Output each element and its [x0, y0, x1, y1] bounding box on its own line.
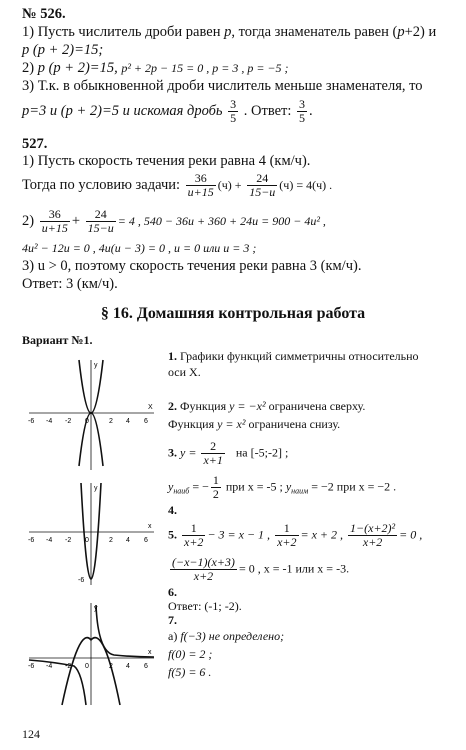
answer-2-cont: Функция y = x² ограничена снизу.: [168, 417, 341, 431]
p526-line4: 3) Т.к. в обыкновенной дроби числитель меньше знаменателя, то: [22, 78, 423, 94]
p527-line6: Ответ: 3 (км/ч).: [22, 276, 118, 292]
answer-3: 3. y = $\frac{2}{x+1}$ на [-5;-2] ;: [168, 439, 289, 467]
p527-line2: Тогда по условию задачи: $\frac{36}{u+15}$ (ч) + $\frac{24}{15-u}$ (ч) = 4(ч) .: [22, 171, 333, 199]
g2-tick-2: -4: [46, 537, 53, 544]
g2-tick-5: 2: [109, 537, 113, 544]
g3-tick-1: -6: [28, 663, 35, 670]
g3-tick-3: -2: [65, 663, 72, 670]
curve-hyperbola-left: [29, 660, 86, 705]
g1-y-label: y: [94, 362, 98, 369]
answer-6-text: Ответ: (-1; -2).: [168, 599, 242, 613]
g1-tick-7: 6: [144, 418, 148, 425]
answer-5-cont: $\frac{(-x-1)(x+3)}{x+2}$ = 0 , x = -1 или x = -3.: [172, 555, 350, 583]
g3-tick-4: 0: [85, 663, 89, 670]
answer-1-cont: оси X.: [168, 365, 201, 379]
section-title: § 16. Домашняя контрольная работа: [100, 305, 366, 322]
g3-tick-5: 2: [109, 663, 113, 670]
g2-tick-1: -6: [28, 537, 35, 544]
g3-x-label: x: [148, 649, 152, 656]
p526-line1: 1) Пусть числитель дроби равен p, тогда знаменатель равен (p+2) и: [22, 24, 437, 40]
graph-3: [24, 600, 159, 710]
p527-line1: 1) Пусть скорость течения реки равна 4 (км/ч).: [22, 153, 311, 169]
g1-tick-2: -4: [46, 418, 53, 425]
g3-y-label: y: [94, 605, 98, 612]
answer-1: 1. Графики функций симметричны относительно: [168, 349, 419, 363]
g1-tick-6: 4: [126, 418, 130, 425]
g2-tick-7: 6: [144, 537, 148, 544]
variant-title: Вариант №1.: [22, 333, 93, 347]
g2-y-label: y: [94, 485, 98, 492]
problem-526-title: № 526.: [22, 6, 66, 22]
g3-tick-7: 6: [144, 663, 148, 670]
answer-7c: f(5) = 6 .: [168, 665, 212, 679]
g1-x-label: X: [148, 404, 153, 411]
answer-5: 5. $\frac{1}{x+2}$ − 3 = x − 1 , $\frac{1}{x+2}$ = x + 2 , $\frac{\text{1−(x+2)²}}{x+2}$ = 0 ,: [168, 521, 423, 549]
p527-line5: 3) u > 0, поэтому скорость течения реки равна 3 (км/ч).: [22, 258, 362, 274]
answer-6: 6.: [168, 585, 177, 599]
g2-tick-4: 0: [85, 537, 89, 544]
g2-ymin-label: -6: [78, 577, 85, 584]
p526-line2: p (p + 2)=15;: [22, 42, 104, 58]
p527-line4: 4u² − 12u = 0 , 4u(u − 3) = 0 , u = 0 или u = 3 ;: [22, 241, 257, 255]
g3-tick-2: -4: [46, 663, 53, 670]
g1-tick-4: 0: [85, 418, 89, 425]
page-number: 124: [22, 727, 40, 741]
g2-tick-6: 4: [126, 537, 130, 544]
g1-tick-1: -6: [28, 418, 35, 425]
answer-4: 4.: [168, 503, 177, 517]
p526-line5: p=3 и (p + 2)=5 и искомая дробь $\frac{3}{5}$ . Ответ: $\frac{3}{5}$ .: [22, 97, 313, 125]
g3-tick-6: 4: [126, 663, 130, 670]
problem-527-title: 527.: [22, 136, 48, 152]
p526-line3: 2) p (p + 2)=15, p² + 2p − 15 = 0 , p = 3 , p = −5 ;: [22, 60, 289, 76]
answer-7a: а) f(−3) не определено;: [168, 629, 285, 643]
g2-x-label: x: [148, 523, 152, 530]
p527-line3: 2) $\frac{36}{u+15}$ + $\frac{24}{15-u}$ = 4 , 540 − 36u + 360 + 24u = 900 − 4u² ,: [22, 207, 326, 235]
g1-tick-5: 2: [109, 418, 113, 425]
answer-7: 7.: [168, 613, 177, 627]
answer-3-values: $y_{наиб}$ = − $\frac{1}{2}$ при x = -5 ; $y_{наим} = -2$ при x = −2 .: [168, 473, 397, 501]
answer-7b: f(0) = 2 ;: [168, 647, 213, 661]
graph-2: [24, 480, 159, 590]
g2-tick-3: -2: [65, 537, 72, 544]
g1-tick-3: -2: [65, 418, 72, 425]
answer-2: 2. Функция y = −x² ограничена сверху.: [168, 399, 366, 413]
graph-1: [24, 355, 159, 475]
